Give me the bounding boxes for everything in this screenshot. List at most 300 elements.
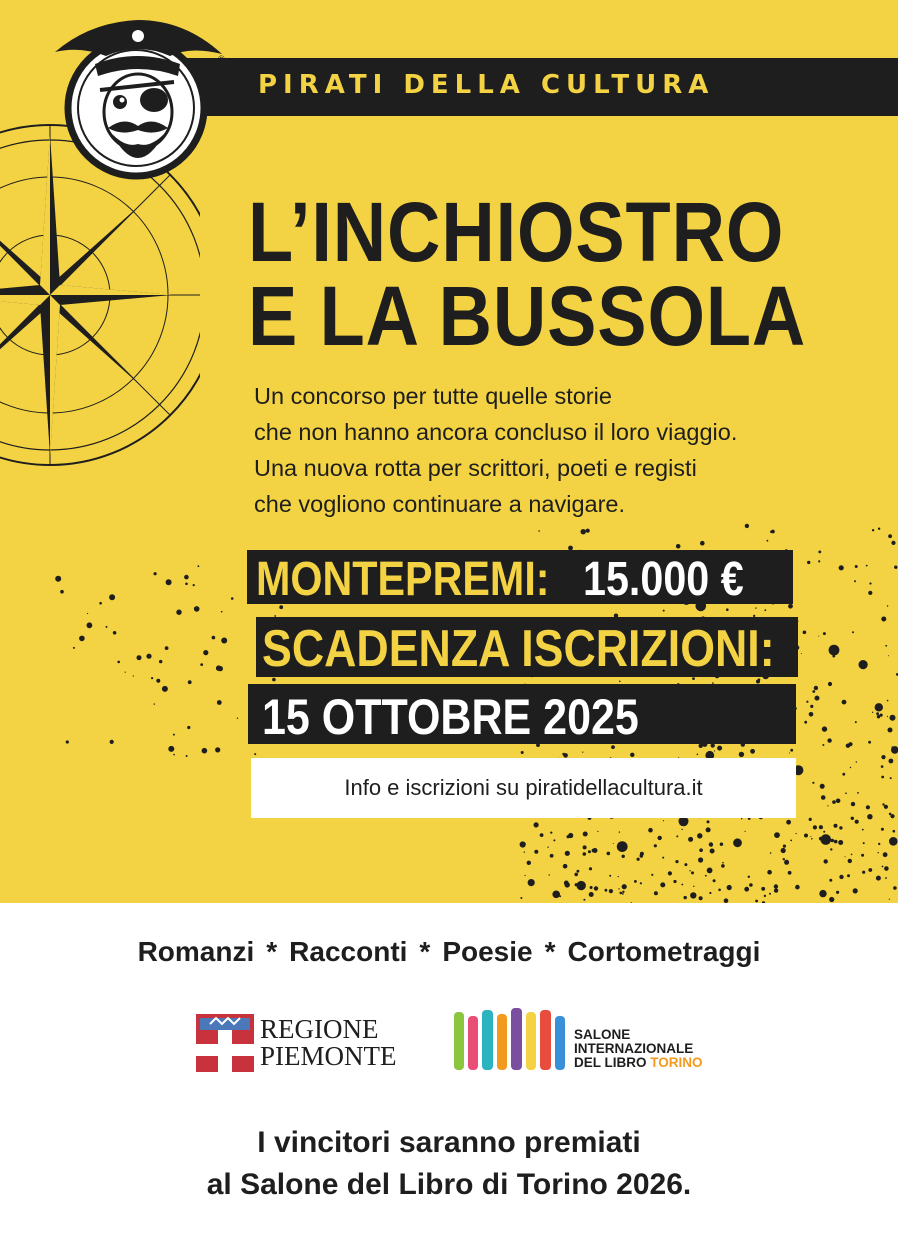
ink-drop (673, 880, 676, 883)
ink-drop (786, 820, 791, 825)
ink-drop (187, 726, 190, 729)
ink-drop (605, 889, 608, 892)
ink-drop (700, 541, 705, 546)
ink-drop (221, 638, 227, 644)
ink-drop (832, 800, 836, 804)
ink-drop (893, 886, 897, 890)
main-title (248, 185, 807, 363)
ink-drop (609, 875, 611, 877)
regione-text (260, 1016, 397, 1070)
ink-drop (884, 805, 888, 809)
ink-drop (662, 857, 664, 859)
ink-drop (789, 753, 790, 754)
ink-drop (764, 895, 766, 897)
ink-drop (821, 838, 824, 841)
ink-drop (663, 610, 665, 612)
ink-drop (681, 884, 683, 886)
title-line-1: L’INCHIOSTRO (248, 185, 785, 279)
ink-drop (839, 826, 842, 829)
ink-drop (851, 802, 855, 806)
ink-drop (254, 753, 256, 755)
ink-drop (688, 837, 693, 842)
ink-drop (110, 740, 114, 744)
ink-drop (660, 882, 665, 887)
ink-drop (889, 837, 898, 846)
ink-drop (839, 565, 844, 570)
ink-drop (889, 899, 890, 900)
ink-drop (713, 879, 716, 882)
ink-drop (609, 889, 613, 893)
ink-drop (583, 899, 585, 901)
ink-drop (231, 597, 234, 600)
ink-drop (651, 874, 653, 876)
ink-drop (881, 828, 884, 831)
regione-piemonte-logo (196, 1014, 396, 1074)
regione-line-2: PIEMONTE (260, 1041, 397, 1071)
ink-drop (648, 828, 653, 833)
ink-drop (622, 855, 625, 858)
ink-drop (151, 677, 153, 679)
title-line-2: E LA BUSSOLA (248, 269, 807, 363)
ink-drop (851, 817, 854, 820)
ink-drop (807, 561, 810, 564)
ink-drop (709, 892, 711, 894)
ink-drop (887, 716, 888, 717)
ink-drop (855, 820, 859, 824)
ink-drop (720, 843, 723, 846)
ink-drop (887, 605, 888, 606)
ink-drop (559, 895, 561, 897)
ink-drop (574, 873, 578, 877)
ink-drop (562, 753, 565, 756)
ink-drop (868, 591, 872, 595)
ink-drop (862, 829, 864, 831)
ink-drop (813, 825, 817, 829)
category-separator: * (266, 936, 278, 967)
category-item: Racconti (289, 936, 408, 967)
ink-drop (714, 750, 715, 751)
ink-drop (707, 820, 710, 823)
ink-drop (634, 880, 637, 883)
ink-drop (705, 875, 707, 877)
ink-drop (589, 867, 592, 870)
ink-drop (842, 700, 847, 705)
category-item: Poesie (442, 936, 533, 967)
ink-drop (202, 748, 208, 754)
ink-drop (133, 675, 134, 676)
ink-drop (675, 860, 678, 863)
ink-drop (828, 682, 832, 686)
ink-drop (827, 738, 831, 742)
ink-drop (806, 701, 808, 703)
ink-drop (868, 868, 872, 872)
ink-drop (884, 866, 889, 871)
ink-drop (726, 608, 729, 611)
ink-drop (168, 746, 174, 752)
ink-drop (563, 864, 568, 869)
ink-drop (890, 715, 896, 721)
ink-drop (836, 799, 841, 804)
ink-drop (622, 891, 624, 893)
ink-drop (783, 845, 786, 848)
ink-drop (586, 529, 590, 533)
ink-drop (125, 672, 126, 673)
ink-drop (857, 792, 859, 794)
ink-drop (622, 884, 627, 889)
ink-drop (681, 829, 682, 830)
ink-drop (617, 841, 628, 852)
ink-drop (549, 874, 550, 875)
ink-drop (527, 861, 531, 865)
ink-drop (691, 871, 694, 874)
ink-drop (156, 679, 160, 683)
ink-drop (166, 579, 172, 585)
ink-drop (87, 622, 93, 628)
ink-drop (850, 767, 851, 768)
ink-drop (768, 873, 770, 875)
ink-drop (889, 813, 892, 816)
ink-drop (590, 886, 593, 889)
ink-drop (582, 752, 583, 753)
footer-line-1: I vincitori saranno premiati (257, 1126, 641, 1159)
ink-drop (872, 712, 873, 713)
ink-drop (877, 715, 880, 718)
ink-drop (881, 755, 885, 759)
ink-drop (577, 870, 580, 873)
ink-drop (521, 751, 524, 754)
ink-drop (113, 631, 117, 635)
ink-drop (847, 874, 850, 877)
ink-drop (749, 883, 753, 887)
ink-drop (887, 700, 889, 702)
ink-drop (146, 654, 151, 659)
intro-line: Una nuova rotta per scrittori, poeti e registi (254, 455, 697, 481)
ink-drop (889, 759, 894, 764)
ink-drop (684, 863, 687, 866)
ink-drop (525, 875, 526, 876)
intro-line: Un concorso per tutte quelle storie (254, 383, 612, 409)
ink-drop (894, 566, 897, 569)
ink-drop (620, 892, 623, 895)
brand-name: PIRATI DELLA CULTURA (258, 70, 715, 100)
ink-drop (162, 686, 168, 692)
ink-drop (622, 893, 624, 895)
ink-drop (892, 746, 894, 748)
ink-drop (216, 665, 222, 671)
ink-drop (577, 881, 586, 890)
ink-drop (788, 871, 792, 875)
ink-drop (856, 761, 857, 762)
ink-drop (809, 818, 812, 821)
ink-drop (822, 744, 824, 746)
ink-drop (55, 576, 61, 582)
ink-drop (869, 582, 871, 584)
salone-line-2: INTERNAZIONALE (574, 1041, 694, 1056)
ink-drop (867, 814, 872, 819)
ink-drop (724, 898, 729, 903)
ink-drop (564, 881, 569, 886)
ink-drop (748, 876, 750, 878)
ink-drop (540, 833, 544, 837)
ink-drop (237, 718, 238, 719)
ink-drop (631, 902, 632, 903)
ink-drop (815, 696, 820, 701)
ink-drop (640, 882, 642, 884)
ink-drop (193, 584, 195, 586)
ink-drop (774, 884, 778, 888)
ink-drop (581, 529, 586, 534)
ink-drop (165, 646, 169, 650)
ink-drop (745, 831, 746, 832)
ink-drop (200, 663, 203, 666)
ink-drop (176, 610, 181, 615)
ink-drop (804, 834, 808, 838)
ink-drop (875, 703, 883, 711)
ink-drop (690, 892, 696, 898)
ink-drop (769, 893, 771, 895)
ink-drop (827, 805, 828, 806)
ink-drop (855, 565, 858, 568)
ink-drop (821, 795, 826, 800)
ink-drop (198, 565, 200, 567)
ink-drop (770, 852, 772, 854)
ink-drop (823, 831, 825, 833)
salone-libro-logo (452, 1006, 732, 1076)
ink-drop (855, 721, 857, 723)
ink-drop (888, 534, 892, 538)
ink-drop (637, 858, 640, 861)
ink-drop (893, 830, 896, 833)
ink-drop (770, 531, 773, 534)
ink-drop (819, 825, 823, 829)
ink-drop (788, 604, 793, 609)
ink-drop (693, 886, 694, 887)
ink-drop (863, 842, 865, 844)
ink-drop (718, 889, 721, 892)
ink-drop (520, 841, 526, 847)
ink-drop (524, 851, 525, 852)
ink-drop (739, 752, 744, 757)
info-link[interactable]: Info e iscrizioni su piratidellacultura.it (344, 775, 703, 800)
ink-drop (876, 712, 879, 715)
ink-drop (890, 777, 892, 779)
ink-drop (215, 747, 220, 752)
ink-drop (881, 765, 884, 768)
ink-drop (203, 650, 208, 655)
ink-drop (73, 647, 75, 649)
ink-drop (885, 877, 887, 879)
ink-drop (767, 540, 769, 542)
ink-drop (707, 868, 713, 874)
ink-drop (848, 742, 852, 746)
ink-drop (212, 636, 216, 640)
intro-line: che vogliono continuare a navigare. (254, 491, 626, 517)
ink-drop (654, 891, 658, 895)
ink-drop (741, 818, 742, 819)
ink-drop (878, 843, 880, 845)
ink-drop (676, 544, 681, 549)
ink-drop (810, 836, 811, 837)
ink-drop (744, 887, 749, 892)
pirate-mascot-icon (50, 12, 230, 182)
ink-drop (698, 857, 703, 862)
ink-drop (812, 690, 815, 693)
ink-drop (630, 753, 634, 757)
ink-drop (589, 892, 594, 897)
salone-line-3 (574, 1056, 703, 1070)
ink-drop (818, 560, 820, 562)
ink-drop (663, 820, 664, 821)
intro-text (254, 378, 737, 522)
ink-drop (774, 832, 780, 838)
ink-drop (699, 896, 703, 900)
ink-drop (706, 827, 711, 832)
categories-list (0, 936, 898, 968)
salone-text (574, 1028, 703, 1070)
ink-drop (592, 849, 596, 853)
ink-drop (755, 900, 758, 903)
ink-drop (755, 607, 756, 608)
ink-drop (60, 590, 64, 594)
ink-drop (839, 875, 843, 879)
ink-drop (885, 645, 887, 647)
ink-drop (810, 705, 813, 708)
ink-drop (528, 879, 535, 886)
ink-drop (809, 712, 814, 717)
ink-drop (710, 844, 712, 846)
prize-label: MONTEPREMI: (256, 553, 550, 606)
ink-drop (221, 611, 223, 613)
ink-drop (872, 529, 874, 531)
category-separator: * (544, 936, 556, 967)
ink-drop (866, 805, 870, 809)
footer-note (0, 1122, 898, 1206)
ink-drop (583, 845, 587, 849)
ink-drop (829, 645, 840, 656)
salone-libro-stripes-icon (452, 1006, 570, 1076)
category-item: Cortometraggi (567, 936, 761, 967)
ink-drop (829, 879, 832, 882)
ink-drop (822, 726, 827, 731)
ink-drop (188, 680, 192, 684)
ink-drop (883, 852, 888, 857)
deadline-label: SCADENZA ISCRIZIONI: (262, 620, 775, 678)
ink-drop (761, 887, 765, 891)
ink-drop (881, 617, 886, 622)
ink-drop (117, 661, 120, 664)
ink-drop (550, 854, 554, 858)
ink-drop (811, 838, 813, 840)
ink-drop (823, 632, 826, 635)
ink-drop (619, 681, 621, 683)
ink-drop (689, 870, 690, 871)
ink-drop (774, 888, 778, 892)
ink-drop (538, 530, 540, 532)
ink-drop (891, 541, 895, 545)
ink-drop (852, 631, 854, 633)
ink-drop (836, 891, 839, 894)
ink-drop (866, 565, 868, 567)
registered-mark: ® (218, 54, 225, 64)
ink-drop (185, 583, 188, 586)
ink-drop (697, 833, 702, 838)
ink-drop (583, 832, 588, 837)
ink-drop (575, 883, 578, 886)
ink-drop (862, 871, 865, 874)
ink-drop (854, 580, 856, 582)
category-separator: * (419, 936, 431, 967)
ink-drop (781, 848, 786, 853)
ink-drop (830, 848, 832, 850)
ink-drop (819, 890, 826, 897)
ink-drop (618, 888, 619, 889)
footer-line-2: al Salone del Libro di Torino 2026. (206, 1168, 692, 1201)
ink-drop (654, 844, 657, 847)
ink-drop (814, 686, 818, 690)
ink-drop (882, 866, 884, 868)
regione-piemonte-shield-icon (196, 1014, 254, 1072)
ink-drop (619, 831, 620, 832)
ink-drop (699, 848, 703, 852)
ink-drop (588, 850, 591, 853)
ink-drop (717, 746, 722, 751)
ink-drop (845, 792, 847, 794)
ink-drop (99, 602, 102, 605)
ink-drop (109, 594, 115, 600)
ink-drop (618, 876, 619, 877)
ink-drop (795, 885, 800, 890)
ink-drop (803, 631, 807, 635)
ink-drop (834, 824, 838, 828)
ink-drop (882, 803, 884, 805)
ink-drop (217, 700, 222, 705)
ink-drop (194, 606, 200, 612)
deadline-date: 15 OTTOBRE 2025 (262, 689, 639, 745)
info-box[interactable] (251, 758, 796, 818)
ink-drop (868, 741, 871, 744)
ink-drop (745, 524, 749, 528)
ink-drop (851, 854, 853, 856)
ink-drop (804, 721, 807, 724)
prize-value: 15.000 € (583, 553, 744, 606)
ink-drop (79, 636, 85, 642)
category-item: Romanzi (137, 936, 255, 967)
ink-drop (820, 784, 825, 789)
ink-drop (184, 575, 189, 580)
ink-drop (583, 852, 587, 856)
ink-drop (818, 551, 821, 554)
ink-drop (607, 852, 611, 856)
ink-drop (842, 773, 845, 776)
ink-drop (881, 776, 884, 779)
ink-drop (790, 749, 793, 752)
ink-drop (834, 840, 838, 844)
ink-drop (733, 838, 742, 847)
ink-drop (727, 885, 732, 890)
ink-drop (159, 660, 162, 663)
ink-drop (547, 847, 548, 848)
ink-drop (668, 871, 672, 875)
ink-drop (721, 864, 725, 868)
ink-drop (154, 703, 155, 704)
ink-drop (87, 613, 88, 614)
ink-drop (594, 886, 598, 890)
ink-drop (764, 609, 766, 611)
ink-drop (154, 572, 157, 575)
ink-drop (106, 626, 108, 628)
ink-drop (568, 833, 573, 838)
ink-drop (790, 840, 792, 842)
